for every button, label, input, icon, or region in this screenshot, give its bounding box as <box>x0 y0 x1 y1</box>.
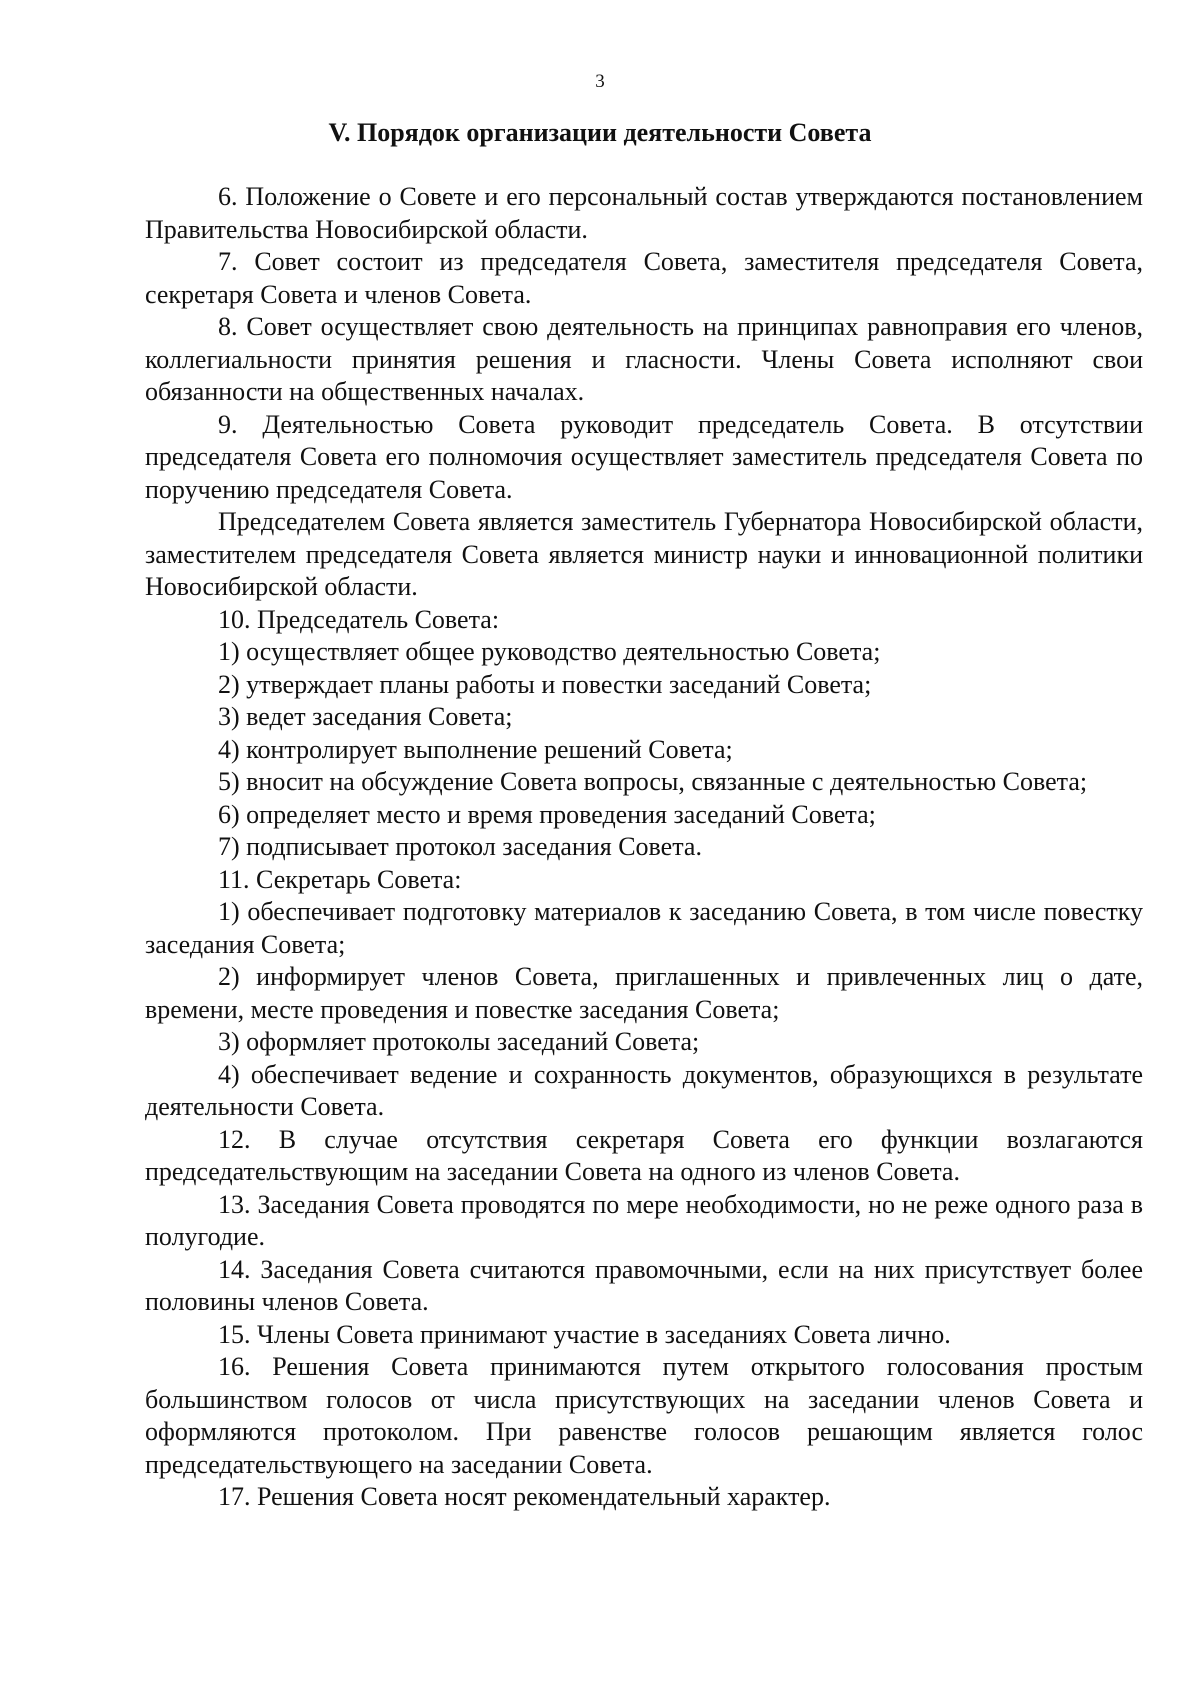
list-item-11-2: 2) информирует членов Совета, приглашенных и привлеченных лиц о дате, времени, месте проведения и повестке заседания Совета; <box>145 962 1143 1024</box>
paragraph-14: 14. Заседания Совета считаются правомочными, если на них присутствует более половины членов Совета. <box>145 1254 1143 1316</box>
page-number: 3 <box>595 71 605 92</box>
paragraph-13: 13. Заседания Совета проводятся по мере необходимости, но не реже одного раза в полугодие. <box>145 1189 1143 1251</box>
list-item-11-1: 1) обеспечивает подготовку материалов к заседанию Совета, в том числе повестку заседания Совета; <box>145 897 1143 959</box>
list-item-10-1: 1) осуществляет общее руководство деятельностью Совета; <box>218 637 881 666</box>
paragraph-8: 8. Совет осуществляет свою деятельность на принципах равноправия его членов, коллегиальности принятия решения и гласности. Члены Совета исполняют свои обязанности на общественных началах. <box>145 312 1143 406</box>
paragraph-7: 7. Совет состоит из председателя Совета, заместителя председателя Совета, секретаря Совета и членов Совета. <box>145 247 1143 309</box>
list-item-10-7: 7) подписывает протокол заседания Совета. <box>218 832 702 861</box>
document-body <box>145 181 1143 1514</box>
list-item-11-4: 4) обеспечивает ведение и сохранность документов, образующихся в результате деятельности Совета. <box>145 1059 1143 1121</box>
list-item-10-3: 3) ведет заседания Совета; <box>218 702 513 731</box>
paragraph-12: 12. В случае отсутствия секретаря Совета его функции возлагаются председательствующим на заседании Совета на одного из членов Совета. <box>145 1124 1143 1186</box>
list-item-11-3: 3) оформляет протоколы заседаний Совета; <box>218 1027 700 1056</box>
list-item-10-4: 4) контролирует выполнение решений Совета; <box>218 734 733 764</box>
paragraph-16: 16. Решения Совета принимаются путем открытого голосования простым большинством голосов от числа присутствующих на заседании членов Совета и оформляются протоколом. При равенстве голосов решающим является голос председательствующего на заседании Совета. <box>145 1352 1143 1479</box>
list-item-10-5: 5) вносит на обсуждение Совета вопросы, связанные с деятельностью Совета; <box>218 767 1088 796</box>
section-heading: V. Порядок организации деятельности Совета <box>328 118 872 147</box>
paragraph-chairman: Председателем Совета является заместитель Губернатора Новосибирской области, заместителем председателя Совета является министр науки и инновационной политики Новосибирской области. <box>145 507 1143 601</box>
paragraph-11: 11. Секретарь Совета: <box>218 864 462 894</box>
paragraph-15: 15. Члены Совета принимают участие в заседаниях Совета лично. <box>218 1319 951 1349</box>
list-item-10-2: 2) утверждает планы работы и повестки заседаний Совета; <box>218 669 872 699</box>
paragraph-10: 10. Председатель Совета: <box>218 604 500 634</box>
paragraph-9: 9. Деятельностью Совета руководит председатель Совета. В отсутствии председателя Совета его полномочия осуществляет заместитель председателя Совета по поручению председателя Совета. <box>145 409 1143 504</box>
list-item-10-6: 6) определяет место и время проведения заседаний Совета; <box>218 799 876 829</box>
paragraph-6: 6. Положение о Совете и его персональный состав утверждаются постановлением Правительства Новосибирской области. <box>145 182 1143 244</box>
paragraph-17: 17. Решения Совета носят рекомендательный характер. <box>218 1482 831 1511</box>
